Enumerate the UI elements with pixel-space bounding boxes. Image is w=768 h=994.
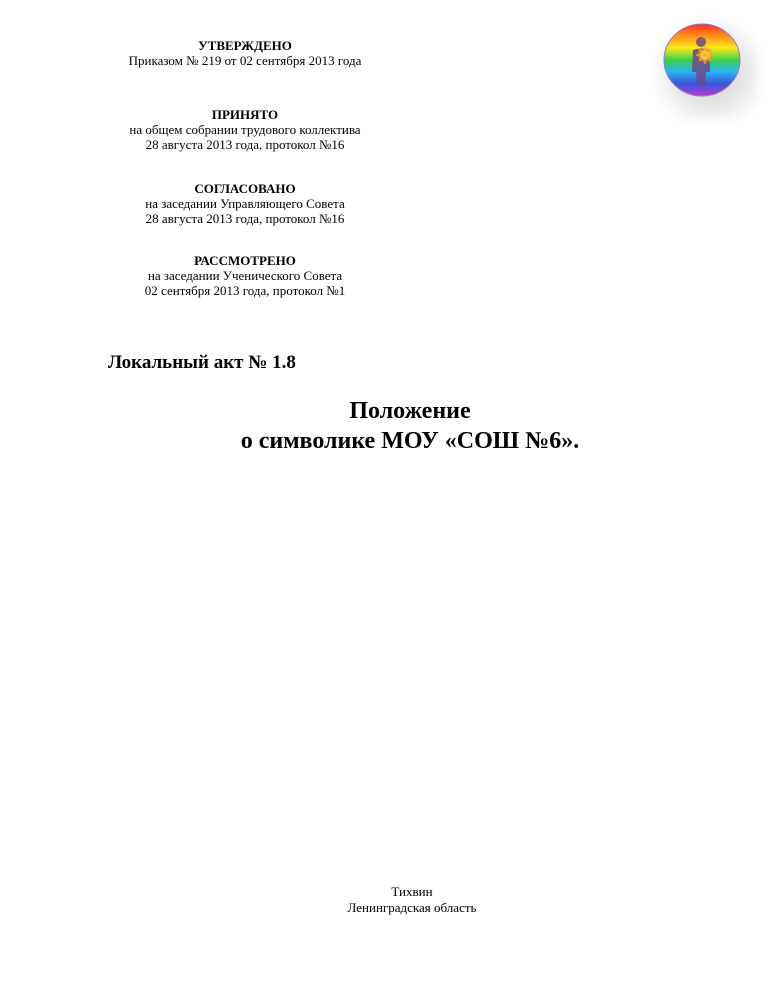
approval-line: на общем собрании трудового коллектива: [129, 122, 361, 137]
approval-block-reviewed: [100, 253, 390, 298]
approval-heading: УТВЕРЖДЕНО: [198, 38, 292, 53]
approval-line: 02 сентября 2013 года, протокол №1: [144, 283, 346, 298]
document-title: [150, 396, 670, 456]
approval-heading: РАССМОТРЕНО: [194, 253, 296, 268]
approval-line: Приказом № 219 от 02 сентября 2013 года: [128, 53, 362, 68]
approval-heading: ПРИНЯТО: [211, 107, 279, 122]
approval-block-accepted: [100, 107, 390, 152]
document-footer: [300, 884, 524, 916]
title-line-1: Положение: [349, 398, 471, 424]
approval-line: 28 августа 2013 года, протокол №16: [145, 211, 345, 226]
footer-city: Тихвин: [391, 884, 433, 899]
approval-block-agreed: [100, 181, 390, 226]
footer-region: Ленинградская область: [347, 900, 477, 915]
local-act-label: Локальный акт № 1.8: [108, 352, 296, 373]
approval-block-approved: [100, 38, 390, 68]
school-emblem-icon: [662, 22, 742, 98]
title-line-2: о символике МОУ «СОШ №6».: [240, 428, 580, 454]
approval-line: 28 августа 2013 года, протокол №16: [145, 137, 345, 152]
approval-line: на заседании Ученического Совета: [147, 268, 343, 283]
approval-heading: СОГЛАСОВАНО: [194, 181, 296, 196]
approval-line: на заседании Управляющего Совета: [145, 196, 345, 211]
